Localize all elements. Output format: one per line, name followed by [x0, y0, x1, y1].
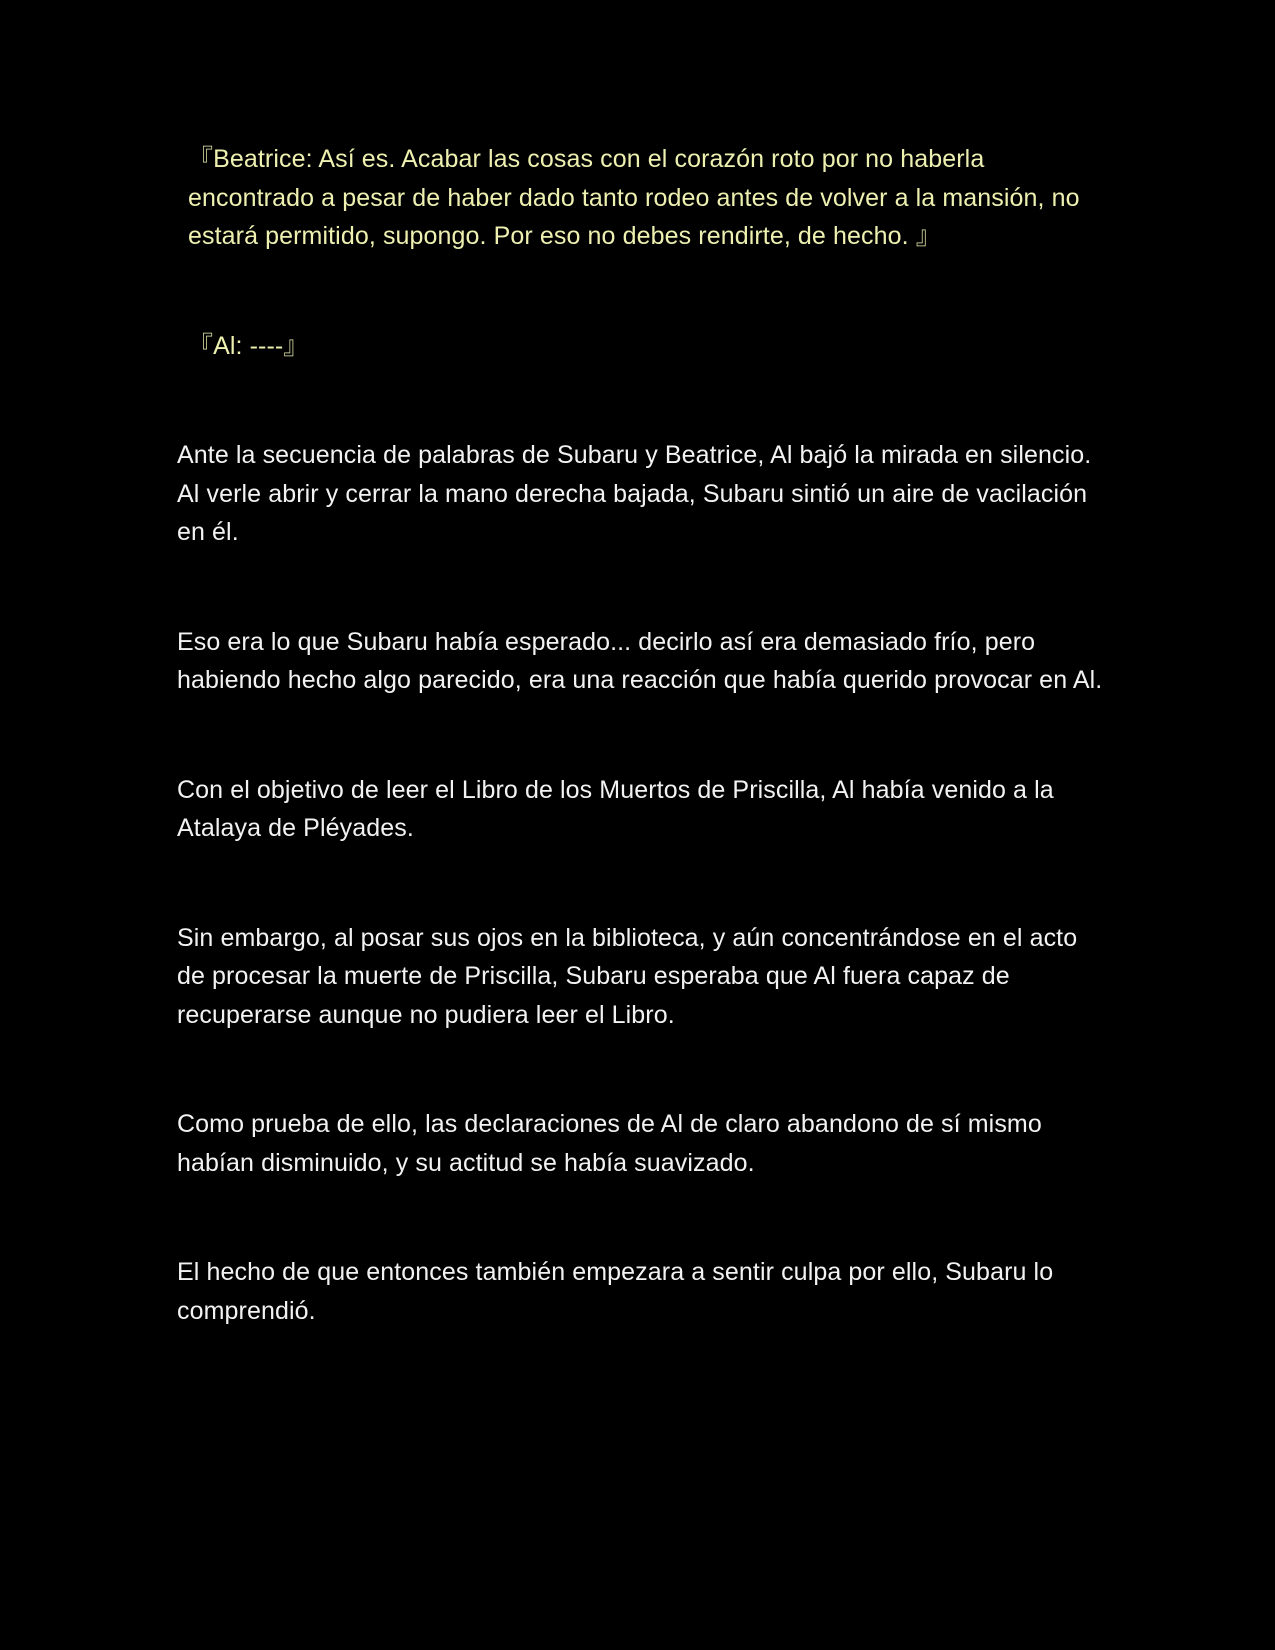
document-page — [177, 140, 1107, 1330]
narration-paragraph: Ante la secuencia de palabras de Subaru y Beatrice, Al bajó la mirada en silencio. Al verle abrir y cerrar la mano derecha bajada, Subaru sintió un aire de vacilación en él. — [177, 441, 1092, 546]
al-dialogue: 『Al: ----』 — [188, 331, 309, 360]
narration-paragraph: Con el objetivo de leer el Libro de los Muertos de Priscilla, Al había venido a la Atalaya de Pléyades. — [177, 775, 1054, 842]
narration-paragraph: El hecho de que entonces también empezara a sentir culpa por ello, Subaru lo comprendió. — [177, 1258, 1054, 1325]
narration-paragraph: Como prueba de ello, las declaraciones de Al de claro abandono de sí mismo habían disminuido, y su actitud se había suavizado. — [177, 1110, 1042, 1177]
narration-paragraph: Sin embargo, al posar sus ojos en la biblioteca, y aún concentrándose en el acto de procesar la muerte de Priscilla, Subaru esperaba que Al fuera capaz de recuperarse aunque no pudiera leer el Libro. — [177, 923, 1078, 1029]
beatrice-dialogue: 『Beatrice: Así es. Acabar las cosas con el corazón roto por no haberla encontrado a pesar de haber dado tanto rodeo antes de volver a la mansión, no estará permitido, supongo. Por eso no debes rendirte, de hecho. 』 — [188, 145, 1080, 250]
narration-paragraph: Eso era lo que Subaru había esperado... decirlo así era demasiado frío, pero habiendo hecho algo parecido, era una reacción que había querido provocar en Al. — [177, 627, 1103, 694]
